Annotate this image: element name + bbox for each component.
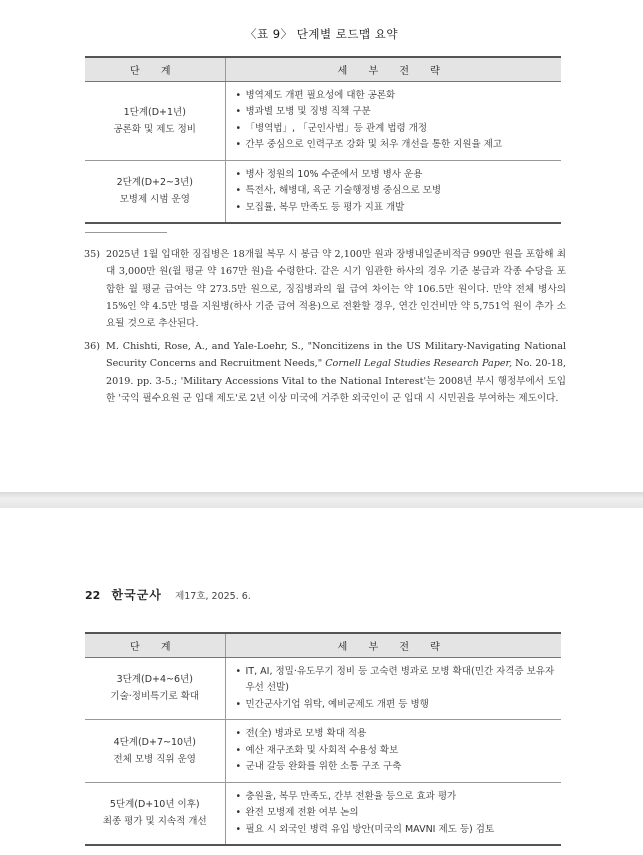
strategy-item: • 충원율, 복무 만족도, 간부 전환율 등으로 효과 평가 (236, 789, 556, 806)
footnote-number: 36) (84, 341, 100, 352)
footnote-text: 2025년 1월 입대한 징집병은 18개월 복무 시 봉급 약 2,100만 원과 장병내일준비적금 990만 원을 포함해 최대 3,000만 원(월 평균 약 167만 원)을 수령한다. 같은 시기 임관한 하사의 경우 기준 봉급과 각종 수당을 포함한 월 평균 급여는 약 273.5만 원으로, 징집병과의 월 급여 차이는 약 106.5만 원이다. 만약 전체 병사의 15%인 약 4.5만 명을 지원병(하사 기준 급여 적용)으로 전환할 경우, 연간 인건비만 약 5,751억 원이 추가 소요될 것으로 추산된다. (106, 249, 566, 330)
page-gap (0, 492, 643, 508)
stage-cell (85, 160, 225, 223)
stage-cell (85, 782, 225, 845)
header-strategy: 세 부 전 략 (225, 57, 561, 81)
stage-cell (85, 81, 225, 160)
strategy-cell (225, 720, 561, 783)
header-strategy: 세 부 전 략 (225, 633, 561, 657)
stage-title: 기술·정비특기로 확대 (110, 691, 200, 703)
roadmap-table-1 (85, 56, 561, 224)
strategy-item: • 모집률, 복무 만족도 등 평가 지표 개발 (236, 200, 556, 217)
footnote-text-before: M. Chishti, Rose, A., and Yale-Loehr, S., "Noncitizens in the US Military-Navigating National Security Concerns and Recruitment Needs," (106, 341, 566, 370)
strategy-cell (225, 160, 561, 223)
stage-cell (85, 720, 225, 783)
journal-title: 한국군사 (111, 588, 162, 602)
table-row (85, 657, 561, 720)
header-stage: 단 계 (85, 57, 225, 81)
stage-title: 공론화 및 제도 정비 (113, 123, 196, 135)
strategy-item: • 예산 재구조화 및 사회적 수용성 확보 (236, 743, 556, 760)
footnote-number: 35) (84, 249, 100, 260)
footnote-35 (84, 246, 566, 332)
table-row (85, 160, 561, 223)
stage-title: 모병제 시범 운영 (119, 194, 190, 206)
roadmap-table-2 (85, 632, 561, 846)
strategy-cell (225, 81, 561, 160)
issue-info: 제17호, 2025. 6. (175, 591, 251, 602)
table-row (85, 720, 561, 783)
footnote-divider (85, 232, 167, 233)
running-head (85, 586, 251, 603)
strategy-item: • 군내 갈등 완화를 위한 소통 구조 구축 (236, 759, 556, 776)
strategy-item: • 「병역법」, 「군인사법」등 관계 법령 개정 (236, 121, 556, 138)
stage-period: 3단계(D+4~6년) (116, 674, 193, 686)
footnote-text-after: No. 20-18, 2019. pp. 3-5.; 'Military Accessions Vital to the National Interest'는 2008년 부시 행정부에서 도입한 '국익 필수요원 군 입대 제도'로 2년 이상 미국에 거주한 외국인이 군 입대 시 시민권을 부여하는 제도이다. (106, 358, 567, 404)
table-header-row (85, 633, 561, 657)
table-row (85, 782, 561, 845)
strategy-item: • IT, AI, 정밀·유도무기 정비 등 고숙련 병과로 모병 확대(민간 자격증 보유자 우선 선발) (236, 664, 556, 697)
header-stage: 단 계 (85, 633, 225, 657)
stage-period: 5단계(D+10년 이후) (109, 799, 200, 811)
table-caption: 〈표 9〉 단계별 로드맵 요약 (245, 27, 398, 41)
document-page-2 (0, 508, 643, 855)
table-row (85, 81, 561, 160)
strategy-item: • 간부 중심으로 인력구조 강화 및 처우 개선을 통한 지원율 제고 (236, 137, 556, 154)
strategy-item: • 병사 정원의 10% 수준에서 모병 병사 운용 (236, 167, 556, 184)
stage-period: 4단계(D+7~10년) (113, 736, 196, 748)
stage-title: 전체 모병 직위 운영 (113, 753, 196, 765)
stage-period: 2단계(D+2~3년) (116, 177, 193, 189)
stage-title: 최종 평가 및 지속적 개선 (102, 816, 207, 828)
strategy-item: • 민간군사기업 위탁, 예비군제도 개편 등 병행 (236, 697, 556, 714)
strategy-item: • 전(全) 병과로 모병 확대 적용 (236, 726, 556, 743)
strategy-cell (225, 782, 561, 845)
strategy-item: • 병역제도 개편 필요성에 대한 공론화 (236, 88, 556, 105)
stage-cell (85, 657, 225, 720)
footnote-36 (84, 338, 566, 407)
strategy-item: • 완전 모병제 전환 여부 논의 (236, 805, 556, 822)
strategy-item: • 병과별 모병 및 징병 직책 구분 (236, 104, 556, 121)
strategy-cell (225, 657, 561, 720)
table-header-row (85, 57, 561, 81)
strategy-item: • 특전사, 해병대, 육군 기술행정병 중심으로 모병 (236, 183, 556, 200)
page-number: 22 (85, 589, 101, 602)
stage-period: 1단계(D+1년) (123, 106, 186, 118)
footnote-source-title: Cornell Legal Studies Research Paper, (325, 358, 513, 370)
strategy-item: • 필요 시 외국인 병력 유입 방안(미국의 MAVNI 제도 등) 검토 (236, 822, 556, 839)
